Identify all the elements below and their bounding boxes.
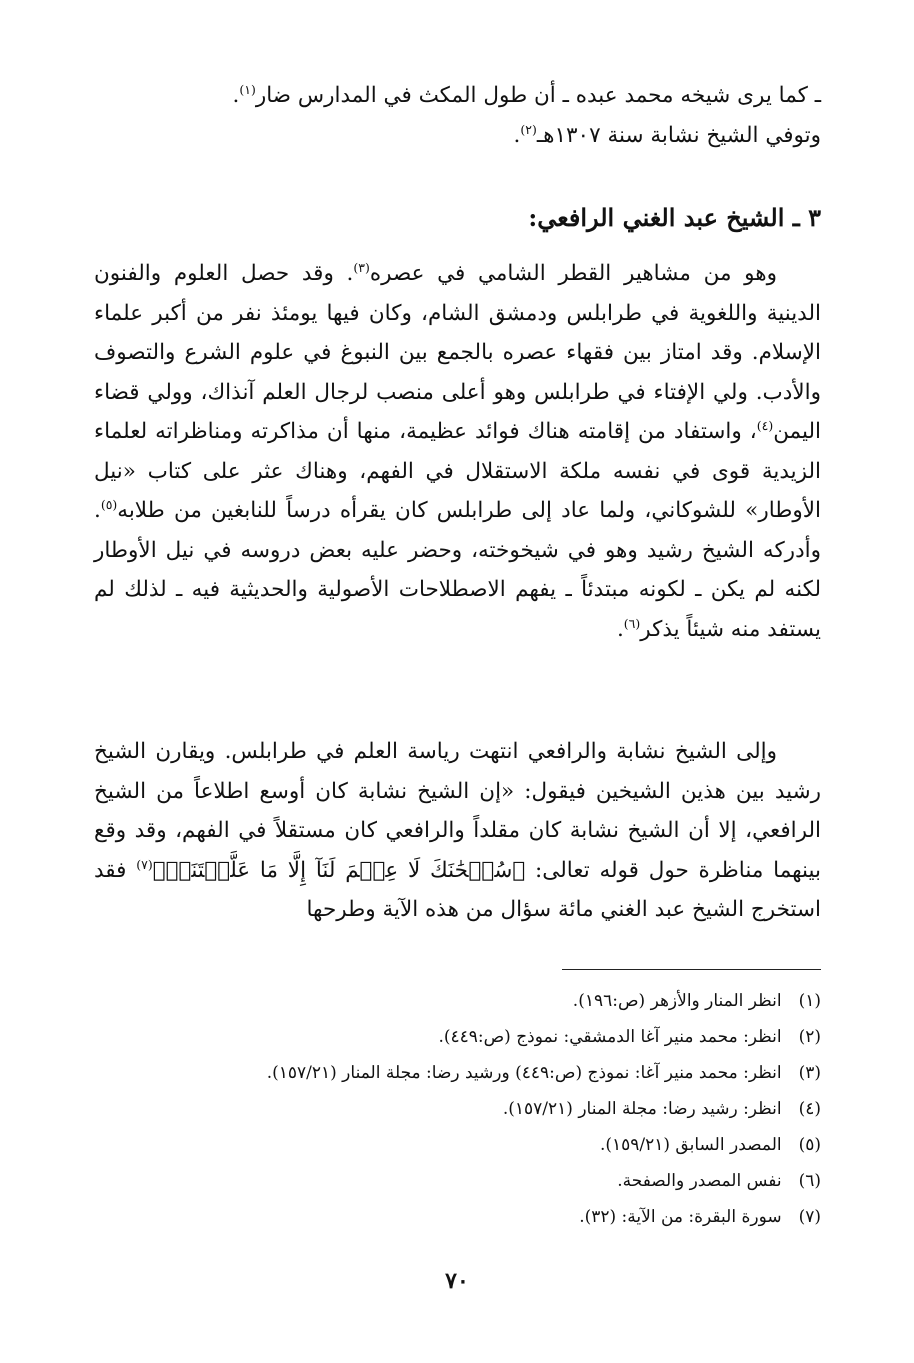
footnote-marker[interactable]: (٤) (756, 417, 774, 433)
footnote-item (94, 1127, 821, 1163)
footnotes-list (94, 983, 821, 1235)
footnote-text: انظر: محمد منير آغا الدمشقي: نموذج (ص:٤٤٩). (438, 1027, 782, 1047)
paragraph-text: وتوفي الشيخ نشابة سنة ١٣٠٧هـ (536, 122, 821, 148)
footnote-item (94, 1019, 821, 1055)
footnote-marker[interactable]: (١) (239, 81, 256, 97)
paragraph-continuation (94, 76, 821, 155)
footnote-item (94, 1055, 821, 1091)
footnote-text: انظر المنار والأزهر (ص:١٩٦). (572, 991, 782, 1011)
paragraph-biography (94, 254, 821, 649)
footnote-item (94, 1199, 821, 1235)
footnote-marker[interactable]: (٦) (623, 615, 641, 631)
page-number: ٧٠ (445, 1268, 469, 1294)
paragraph-comparison (94, 732, 821, 930)
paragraph-text: ، واستفاد من إقامته هناك فوائد عظيمة، منها أن مذاكرته ومناظراته لعلماء الزيدية قوى في نفسه ملكة الاستقلال في الفهم، وهناك عثر على كتاب «نيل الأوطار» للشوكاني، ولما عاد إلى طرابلس كان يقرأه درساً للنابغين من طلابه (94, 419, 821, 523)
footnote-number: (٤) (798, 1099, 821, 1119)
paragraph-text: وإلى الشيخ نشابة والرافعي انتهت رياسة العلم في طرابلس. ويقارن الشيخ رشيد بين هذين الشيخين فيقول: «إن الشيخ نشابة كان أوسع اطلاعاً من الشيخ الرافعي، إلا أن الشيخ نشابة كان مقلداً والرافعي كان مستقلاً في الفهم، وقد وقع بينهما مناظرة حول قوله تعالى: (94, 739, 821, 883)
paragraph-text: . وقد حصل العلوم والفنون الدينية واللغوية في طرابلس ودمشق الشام، وكان فيها يومئذ نفر من أكبر علماء الإسلام. وقد امتاز بين فقهاء عصره بالجمع بين النبوغ في علوم الشرع والتصوف والأدب. ولي الإفتاء في طرابلس وهو أعلى منصب لرجال العلم آنذاك، وولي قضاء اليمن (94, 261, 821, 444)
punctuation: . (513, 122, 521, 148)
footnote-separator (562, 969, 821, 970)
footnote-number: (٢) (798, 1027, 821, 1047)
footnote-item (94, 1091, 821, 1127)
paragraph-text: ـ كما يرى شيخه محمد عبده ـ أن طول المكث في المدارس ضار (255, 83, 821, 108)
footnote-item (94, 1163, 821, 1199)
footnote-number: (١) (798, 991, 821, 1011)
paragraph-text: وهو من مشاهير القطر الشامي في عصره (369, 261, 777, 286)
footnote-item (94, 983, 821, 1019)
footnote-text: المصدر السابق (١٥٩/٢١). (599, 1135, 782, 1155)
footnote-marker[interactable]: (٥) (100, 496, 118, 512)
footnote-number: (٦) (798, 1171, 821, 1191)
footnote-marker[interactable]: (٢) (520, 121, 537, 137)
quran-verse: ﴿سُبۡحَٰنَكَ لَا عِلۡمَ لَنَآ إِلَّا مَا عَلَّمۡتَنَآۖ﴾ (152, 857, 526, 883)
punctuation: . (616, 616, 624, 642)
section-heading: ٣ ـ الشيخ عبد الغني الرافعي: (528, 203, 821, 232)
footnote-marker[interactable]: (٣) (353, 259, 370, 275)
footnote-text: انظر: رشيد رضا: مجلة المنار (١٥٧/٢١). (502, 1099, 782, 1119)
footnote-text: نفس المصدر والصفحة. (617, 1171, 782, 1191)
footnote-number: (٥) (798, 1135, 821, 1155)
footnote-number: (٧) (798, 1207, 821, 1227)
paragraph-text: . وأدركه الشيخ رشيد وهو في شيخوخته، وحضر عليه بعض دروسه في نيل الأوطار لكنه لم يكن ـ لكونه مبتدئاً ـ يفهم الاصطلاحات الأصولية والحديثية فيه ـ لذلك لم يستفد منه شيئاً يذكر (94, 498, 821, 642)
punctuation: . (232, 83, 240, 108)
footnote-text: سورة البقرة: من الآية: (٣٢). (579, 1207, 782, 1227)
footnote-number: (٣) (798, 1063, 821, 1083)
paragraph-text: فقد استخرج الشيخ عبد الغني مائة سؤال من هذه الآية وطرحها (94, 857, 821, 922)
footnote-text: انظر: محمد منير آغا: نموذج (ص:٤٤٩) ورشيد رضا: مجلة المنار (١٥٧/٢١). (266, 1063, 782, 1083)
footnote-marker[interactable]: (٧) (136, 856, 153, 872)
